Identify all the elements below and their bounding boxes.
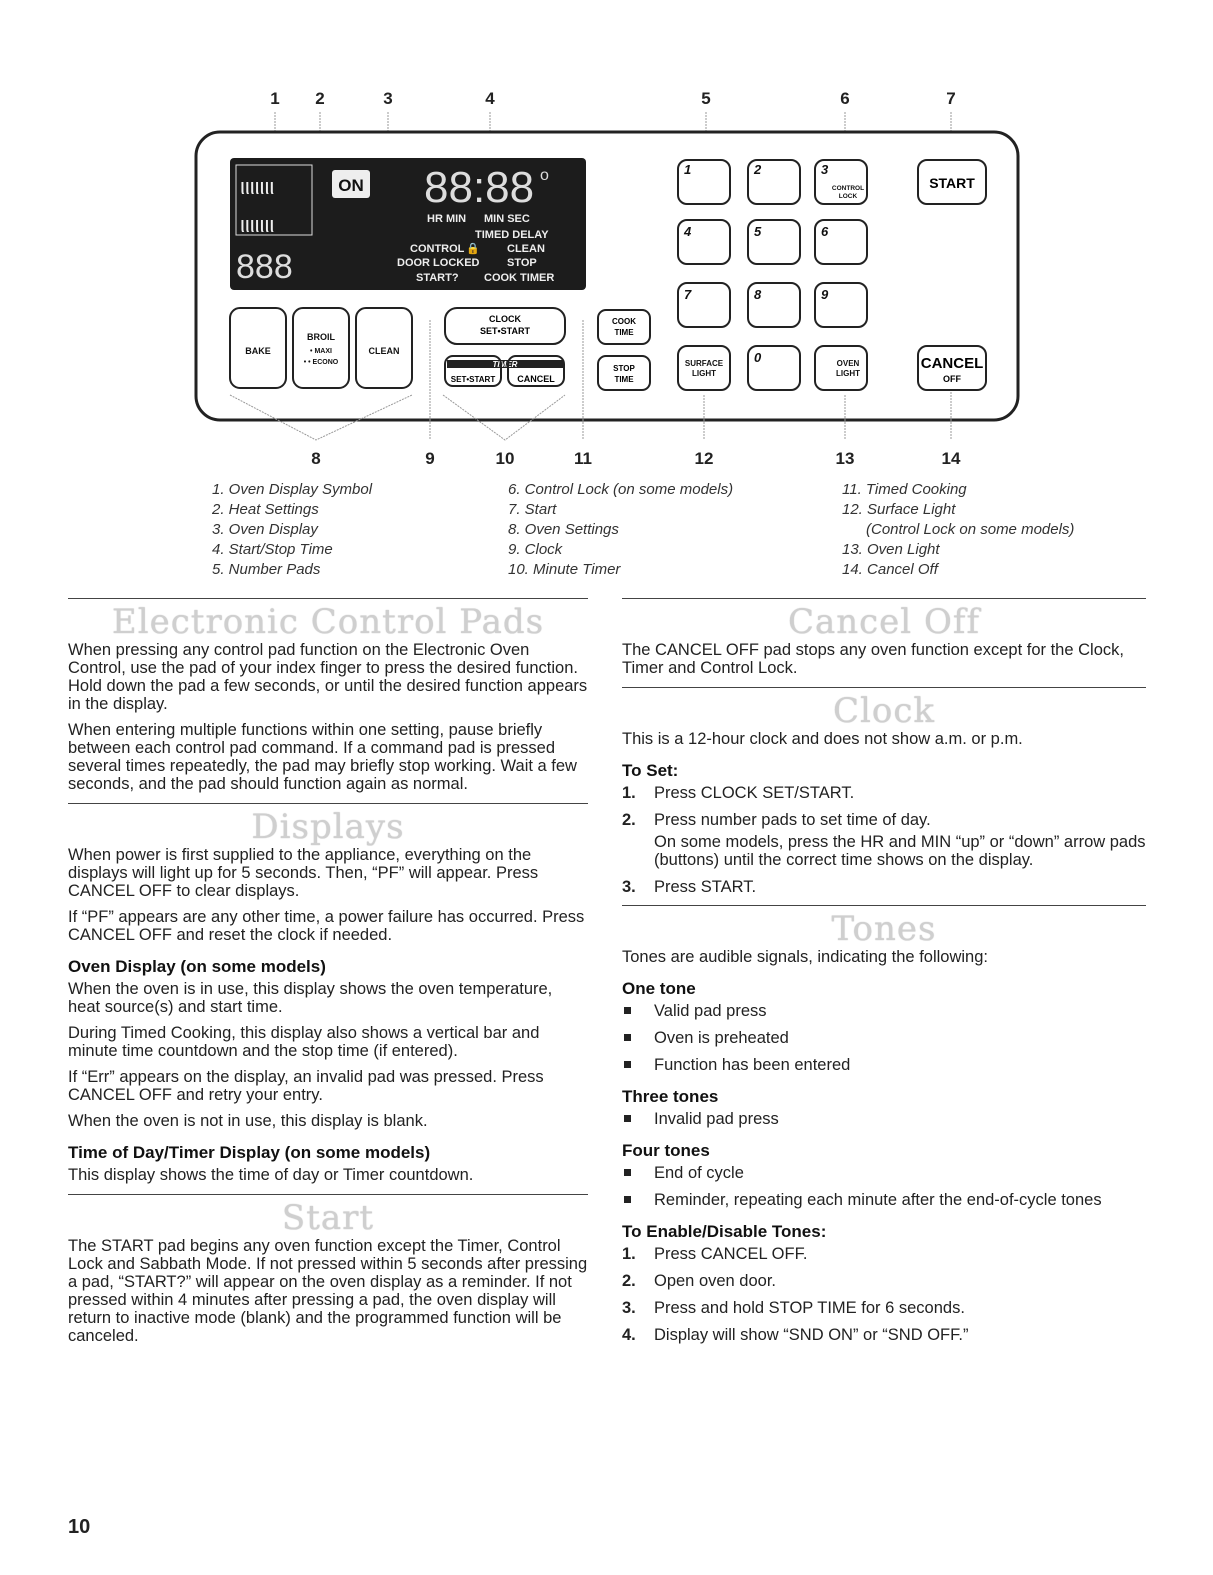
number-2-label: 2 — [754, 162, 762, 177]
legend-item: 1. Oven Display Symbol — [212, 481, 373, 498]
paragraph: When power is first supplied to the appliance, everything on the displays will light up for 5 seconds. Then, “PF” will appear. Press CANCEL OFF to clear displays. — [68, 846, 539, 900]
step — [622, 784, 1146, 802]
step-note: On some models, press the HR and MIN “up” or “down” arrow pads (buttons) until the correct time shows on the display. — [654, 833, 1146, 869]
legend-item: (Control Lock on some models) — [866, 521, 1075, 538]
surface-label-2: LIGHT — [692, 369, 716, 378]
subheading-time-of-day: Time of Day/Timer Display (on some models) — [68, 1143, 431, 1162]
step-number: 3. — [622, 878, 636, 896]
paragraph: This is a 12-hour clock and does not show a.m. or p.m. — [622, 730, 1023, 748]
step — [622, 878, 1146, 896]
stop-time-pad[interactable] — [598, 356, 650, 390]
display-timed-delay: TIMED DELAY — [475, 229, 549, 241]
control-lock-label-2: LOCK — [838, 193, 858, 200]
subheading-one-tone: One tone — [622, 979, 696, 998]
number-3-label: 3 — [821, 162, 829, 177]
step-text: Open oven door. — [654, 1272, 777, 1290]
broil-maxi: • MAXI — [310, 348, 332, 355]
callout-12: 12 — [694, 449, 714, 468]
paragraph: If “PF” appears are any other time, a power failure has occurred. Press CANCEL OFF and reset the clock if needed. — [68, 908, 585, 944]
surface-light-pad[interactable] — [678, 346, 730, 390]
legend-col-3 — [842, 480, 1074, 580]
section-title-displays: Displays — [251, 807, 405, 847]
heat-wave-row-1: ιιιιιιι — [240, 174, 275, 199]
broil-label: BROIL — [307, 332, 335, 342]
list-item: Valid pad press — [622, 1002, 1146, 1020]
display-clean: CLEAN — [507, 243, 545, 255]
section-title-cancel-off: Cancel Off — [787, 602, 981, 642]
callout-1: 1 — [270, 89, 280, 108]
number-4-label: 4 — [684, 224, 692, 239]
paragraph: During Timed Cooking, this display also shows a vertical bar and minute time countdown and the stop time (if entered). — [68, 1024, 540, 1060]
step-number: 2. — [622, 1272, 636, 1290]
callout-6: 6 — [840, 89, 850, 108]
cook-time-label-2: TIME — [614, 328, 634, 337]
number-5-label: 5 — [754, 224, 762, 239]
on-indicator-label: ON — [338, 176, 364, 195]
callout-10: 10 — [495, 449, 515, 468]
step-number: 1. — [622, 784, 636, 802]
legend-item: 13. Oven Light — [842, 541, 940, 558]
step — [622, 1245, 1146, 1263]
display-lock-icon: 🔒 — [466, 243, 480, 255]
legend-col-1 — [212, 480, 372, 580]
timer-label: TIMER — [492, 360, 518, 369]
number-9-label: 9 — [821, 287, 829, 302]
legend-item: 6. Control Lock (on some models) — [508, 481, 734, 498]
paragraph: When the oven is in use, this display shows the oven temperature, heat source(s) and start time. — [68, 980, 553, 1016]
number-1-label: 1 — [684, 162, 692, 177]
step-number: 3. — [622, 1299, 636, 1317]
stop-time-label: STOP — [613, 364, 635, 373]
paragraph: The START pad begins any oven function except the Timer, Control Lock and Sabbath Mode. If not pressed within 5 seconds after pressing a pad, “START?” will appear on the oven display as a reminder. If not pressed within 4 minutes after pressing a pad, the oven display will return to inactive mode (blank) and the programmed function will be canceled. — [68, 1237, 588, 1345]
legend-item: 14. Cancel Off — [842, 561, 938, 578]
step-text: Press and hold STOP TIME for 6 seconds. — [654, 1299, 965, 1317]
paragraph: Tones are audible signals, indicating the following: — [622, 948, 988, 966]
step — [622, 1272, 1146, 1290]
clock-label: CLOCK — [489, 314, 521, 324]
control-lock-label: CONTROL — [831, 185, 865, 192]
paragraph: If “Err” appears on the display, an invalid pad was pressed. Press CANCEL OFF and retry your entry. — [68, 1068, 544, 1104]
cook-time-pad[interactable] — [598, 310, 650, 344]
number-6-label: 6 — [821, 224, 829, 239]
list-item: Function has been entered — [622, 1056, 1146, 1074]
legend-item: 4. Start/Stop Time — [212, 541, 333, 558]
cancel-off-label: OFF — [943, 374, 961, 384]
subheading-three-tones: Three tones — [622, 1087, 719, 1106]
step-text: Display will show “SND ON” or “SND OFF.” — [654, 1326, 969, 1344]
callout-4: 4 — [485, 89, 495, 108]
list-item: Oven is preheated — [622, 1029, 1146, 1047]
section-title-electronic-control-pads: Electronic Control Pads — [111, 602, 545, 642]
callout-13: 13 — [835, 449, 855, 468]
heat-wave-row-2: ιιιιιιι — [240, 212, 275, 237]
legend-item: 12. Surface Light — [842, 501, 956, 518]
step-text: Press CLOCK SET/START. — [654, 784, 855, 802]
legend-item: 2. Heat Settings — [212, 501, 319, 518]
legend-col-2 — [508, 480, 733, 580]
list-item: Reminder, repeating each minute after the end-of-cycle tones — [622, 1191, 1146, 1209]
step-number: 1. — [622, 1245, 636, 1263]
legend-item: 8. Oven Settings — [508, 521, 619, 538]
number-7-label: 7 — [684, 287, 692, 302]
paragraph: When pressing any control pad function on the Electronic Oven Control, use the pad of your index finger to press the desired function. Hold down the pad a few seconds, or until the desired function appears in the display. — [68, 641, 588, 713]
display-main-digits: 88:88 — [424, 163, 535, 212]
timer-set-label: SET•START — [450, 375, 496, 384]
step — [622, 1326, 1146, 1344]
list-item: Invalid pad press — [622, 1110, 1146, 1128]
bake-label: BAKE — [245, 346, 271, 356]
display-min-sec: MIN SEC — [484, 213, 530, 225]
divider — [622, 905, 1146, 906]
legend-item: 9. Clock — [508, 541, 563, 558]
legend-item: 11. Timed Cooking — [842, 481, 967, 498]
step-text: Press CANCEL OFF. — [654, 1245, 808, 1263]
subheading-to-set: To Set: — [622, 761, 679, 780]
step-number: 4. — [622, 1326, 636, 1344]
callout-8: 8 — [311, 449, 321, 468]
timer-cancel-label: CANCEL — [517, 374, 555, 384]
subheading-oven-display: Oven Display (on some models) — [68, 957, 326, 976]
enable-steps — [622, 1245, 1146, 1344]
legend-item: 3. Oven Display — [212, 521, 318, 538]
callout-2: 2 — [315, 89, 325, 108]
three-tones-list — [622, 1110, 1146, 1128]
cook-time-label: COOK — [612, 317, 636, 326]
left-column — [68, 598, 588, 1353]
start-label: START — [929, 175, 975, 191]
number-0-label: 0 — [754, 350, 762, 365]
divider — [622, 598, 1146, 599]
display-stop: STOP — [507, 257, 537, 269]
page-number: 10 — [68, 1516, 91, 1538]
oven-light-label: OVEN — [836, 359, 860, 368]
four-tones-list — [622, 1164, 1146, 1209]
callout-9: 9 — [425, 449, 435, 468]
step — [622, 1299, 1146, 1317]
legend-item: 10. Minute Timer — [508, 561, 621, 578]
paragraph: When entering multiple functions within one setting, pause briefly between each control pad command. If a command pad is pressed several times repeatedly, the pad may briefly stop working. Wait a few seconds, and the pad should function again as normal. — [68, 721, 577, 793]
legend-item: 5. Number Pads — [212, 561, 321, 578]
control-panel-diagram — [0, 0, 1213, 470]
surface-label: SURFACE — [684, 359, 724, 368]
callout-11: 11 — [574, 449, 592, 468]
display-door-locked: DOOR LOCKED — [397, 257, 480, 269]
clock-label-2: SET•START — [480, 326, 530, 336]
display-start-q: START? — [416, 272, 459, 284]
subheading-enable-disable-tones: To Enable/Disable Tones: — [622, 1222, 827, 1241]
step-text: Press number pads to set time of day. — [654, 811, 931, 829]
paragraph: This display shows the time of day or Timer countdown. — [68, 1166, 474, 1184]
display-control: CONTROL — [410, 243, 465, 255]
display-small-digits: 888 — [236, 248, 293, 286]
legend-item: 7. Start — [508, 501, 557, 518]
number-8-label: 8 — [754, 287, 762, 302]
divider — [68, 803, 588, 804]
section-title-start: Start — [281, 1198, 375, 1238]
callout-3: 3 — [383, 89, 393, 108]
step — [622, 811, 1146, 869]
section-title-clock: Clock — [832, 691, 935, 731]
section-title-tones: Tones — [831, 909, 937, 949]
display-hr-min: HR MIN — [427, 213, 467, 225]
callout-7: 7 — [946, 89, 956, 108]
display-degree: o — [540, 167, 549, 184]
list-item: End of cycle — [622, 1164, 1146, 1182]
right-column — [622, 598, 1146, 1353]
divider — [68, 598, 588, 599]
broil-econo: • • ECONO — [303, 359, 339, 366]
step-text: Press START. — [654, 878, 757, 896]
paragraph: The CANCEL OFF pad stops any oven function except for the Clock, Timer and Control Lock. — [622, 641, 1124, 677]
step-number: 2. — [622, 811, 636, 829]
divider — [622, 687, 1146, 688]
oven-light-label-2: LIGHT — [836, 369, 860, 378]
clean-label: CLEAN — [368, 346, 400, 356]
paragraph: When the oven is not in use, this display is blank. — [68, 1112, 428, 1130]
callout-14: 14 — [941, 449, 961, 468]
display-cook-timer: COOK TIMER — [484, 272, 555, 284]
cancel-label: CANCEL — [920, 355, 984, 372]
clock-steps — [622, 784, 1146, 896]
one-tone-list — [622, 1002, 1146, 1074]
stop-time-label-2: TIME — [614, 375, 634, 384]
divider — [68, 1194, 588, 1195]
subheading-four-tones: Four tones — [622, 1141, 710, 1160]
oven-light-pad[interactable] — [815, 346, 867, 390]
callout-5: 5 — [701, 89, 711, 108]
